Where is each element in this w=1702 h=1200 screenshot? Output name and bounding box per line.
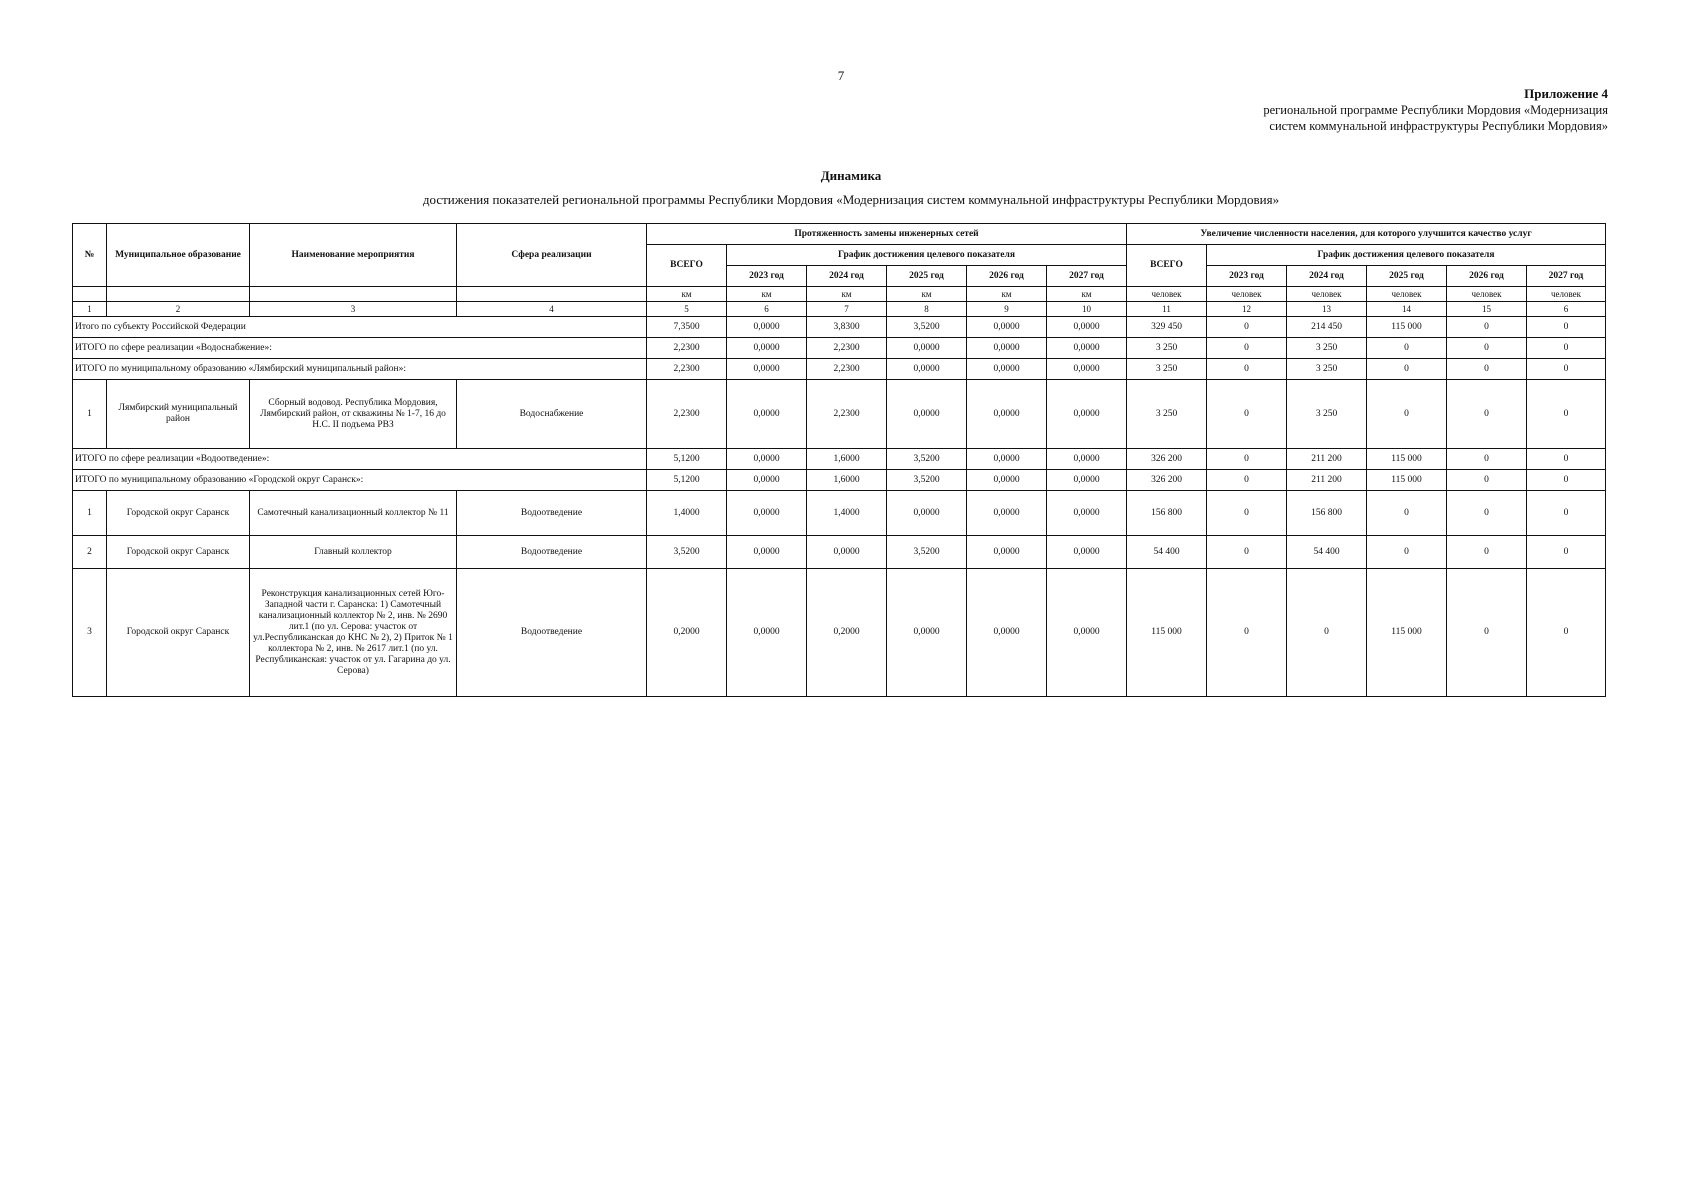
header-group-networks: Протяженность замены инженерных сетей: [647, 224, 1127, 245]
value-cell: 3 250: [1127, 380, 1207, 449]
value-cell: 211 200: [1287, 470, 1367, 491]
value-cell: 0: [1207, 491, 1287, 536]
col-number: 5: [647, 302, 727, 317]
unit-cell: км: [1047, 287, 1127, 302]
unit-cell: км: [807, 287, 887, 302]
row-event: Главный коллектор: [250, 536, 457, 569]
value-cell: 5,1200: [647, 449, 727, 470]
value-cell: 0: [1287, 569, 1367, 697]
value-cell: 0,0000: [727, 536, 807, 569]
value-cell: 3,5200: [887, 470, 967, 491]
value-cell: 0: [1207, 536, 1287, 569]
value-cell: 0,0000: [727, 491, 807, 536]
table-row: [73, 380, 1606, 449]
col-number: 12: [1207, 302, 1287, 317]
value-cell: 0,0000: [967, 338, 1047, 359]
summary-label: ИТОГО по сфере реализации «Водоотведение»:: [73, 449, 647, 470]
value-cell: 0: [1447, 449, 1527, 470]
header-year: 2026 год: [1447, 266, 1527, 287]
summary-label: Итого по субъекту Российской Федерации: [73, 317, 647, 338]
value-cell: 2,2300: [807, 359, 887, 380]
value-cell: 3,5200: [887, 317, 967, 338]
unit-cell: человек: [1127, 287, 1207, 302]
row-num: 3: [73, 569, 107, 697]
value-cell: 5,1200: [647, 470, 727, 491]
header-row-units: [73, 287, 1606, 302]
value-cell: 0: [1207, 338, 1287, 359]
value-cell: 0: [1527, 317, 1606, 338]
value-cell: 156 800: [1287, 491, 1367, 536]
value-cell: 0,0000: [1047, 470, 1127, 491]
header-total-people: ВСЕГО: [1127, 245, 1207, 287]
header-schedule-people: График достижения целевого показателя: [1207, 245, 1606, 266]
row-num: 1: [73, 491, 107, 536]
col-number: 15: [1447, 302, 1527, 317]
value-cell: 0: [1527, 491, 1606, 536]
table-row: [73, 491, 1606, 536]
value-cell: 0: [1527, 536, 1606, 569]
summary-row-subject-total: [73, 317, 1606, 338]
unit-cell: человек: [1527, 287, 1606, 302]
value-cell: 0,0000: [1047, 449, 1127, 470]
value-cell: 0,0000: [1047, 380, 1127, 449]
value-cell: 0: [1447, 380, 1527, 449]
header-total-km: ВСЕГО: [647, 245, 727, 287]
row-municipality: Городской округ Саранск: [107, 536, 250, 569]
value-cell: 115 000: [1127, 569, 1207, 697]
value-cell: 0: [1207, 470, 1287, 491]
summary-row-lyambirsky: [73, 359, 1606, 380]
header-year: 2024 год: [807, 266, 887, 287]
row-municipality: Городской округ Саранск: [107, 569, 250, 697]
value-cell: 0: [1447, 317, 1527, 338]
col-number: 10: [1047, 302, 1127, 317]
value-cell: 0: [1367, 536, 1447, 569]
appendix-title: Приложение 4: [1524, 86, 1608, 101]
value-cell: 2,2300: [647, 338, 727, 359]
value-cell: 0,0000: [727, 449, 807, 470]
header-event: Наименование мероприятия: [250, 224, 457, 287]
col-number: 13: [1287, 302, 1367, 317]
value-cell: 3 250: [1287, 338, 1367, 359]
table-row: [73, 536, 1606, 569]
value-cell: 7,3500: [647, 317, 727, 338]
value-cell: 0: [1527, 569, 1606, 697]
value-cell: 0,0000: [727, 338, 807, 359]
value-cell: 0: [1367, 491, 1447, 536]
col-number: 7: [807, 302, 887, 317]
value-cell: 0,0000: [1047, 359, 1127, 380]
row-event: Реконструкция канализационных сетей Юго-Западной части г. Саранска: 1) Самотечный канализационный коллектор № 2, инв. № 2690 лит.1 (по ул. Серова: участок от ул.Республиканская до КНС № 2), 2) Приток № 1 коллектора № 2, инв. № 2617 лит.1 (по ул. Республиканская: участок от ул. Гагарина до ул. Серова): [250, 569, 457, 697]
value-cell: 0,0000: [887, 338, 967, 359]
value-cell: 0,0000: [1047, 536, 1127, 569]
summary-label: ИТОГО по сфере реализации «Водоснабжение»:: [73, 338, 647, 359]
unit-cell: [457, 287, 647, 302]
value-cell: 0: [1447, 536, 1527, 569]
col-number: 1: [73, 302, 107, 317]
col-number: 14: [1367, 302, 1447, 317]
header-num: №: [73, 224, 107, 287]
value-cell: 0: [1527, 380, 1606, 449]
unit-cell: человек: [1447, 287, 1527, 302]
value-cell: 0,0000: [1047, 569, 1127, 697]
value-cell: 3,5200: [647, 536, 727, 569]
appendix-block: [1048, 86, 1608, 134]
value-cell: 0,0000: [727, 359, 807, 380]
value-cell: 1,4000: [807, 491, 887, 536]
value-cell: 211 200: [1287, 449, 1367, 470]
unit-cell: [107, 287, 250, 302]
value-cell: 0: [1447, 491, 1527, 536]
row-num: 1: [73, 380, 107, 449]
value-cell: 115 000: [1367, 449, 1447, 470]
value-cell: 2,2300: [807, 338, 887, 359]
value-cell: 0,0000: [727, 380, 807, 449]
unit-cell: км: [727, 287, 807, 302]
unit-cell: км: [887, 287, 967, 302]
appendix-line-2: систем коммунальной инфраструктуры Республики Мордовия»: [1269, 119, 1608, 133]
value-cell: 0,0000: [967, 380, 1047, 449]
row-num: 2: [73, 536, 107, 569]
summary-label: ИТОГО по муниципальному образованию «Лямбирский муниципальный район»:: [73, 359, 647, 380]
header-year: 2024 год: [1287, 266, 1367, 287]
value-cell: 3 250: [1127, 359, 1207, 380]
header-row-col-numbers: [73, 302, 1606, 317]
value-cell: 0,0000: [967, 317, 1047, 338]
value-cell: 0,0000: [887, 380, 967, 449]
col-number: 6: [1527, 302, 1606, 317]
value-cell: 0: [1527, 470, 1606, 491]
value-cell: 1,4000: [647, 491, 727, 536]
value-cell: 3 250: [1127, 338, 1207, 359]
value-cell: 0,0000: [1047, 317, 1127, 338]
value-cell: 0: [1207, 449, 1287, 470]
value-cell: 0,0000: [727, 569, 807, 697]
header-year: 2026 год: [967, 266, 1047, 287]
row-sphere: Водоотведение: [457, 536, 647, 569]
value-cell: 0,0000: [967, 470, 1047, 491]
document-subtitle: достижения показателей региональной программы Республики Мордовия «Модернизация систем коммунальной инфраструктуры Республики Мордовия»: [422, 192, 1280, 207]
col-number: 11: [1127, 302, 1207, 317]
value-cell: 0,0000: [1047, 491, 1127, 536]
row-event: Самотечный канализационный коллектор № 11: [250, 491, 457, 536]
value-cell: 214 450: [1287, 317, 1367, 338]
header-row-1: [73, 224, 1606, 245]
unit-cell: [250, 287, 457, 302]
value-cell: 0: [1447, 338, 1527, 359]
value-cell: 0: [1447, 569, 1527, 697]
summary-label: ИТОГО по муниципальному образованию «Городской округ Саранск»:: [73, 470, 647, 491]
value-cell: 0,2000: [807, 569, 887, 697]
value-cell: 1,6000: [807, 470, 887, 491]
value-cell: 54 400: [1127, 536, 1207, 569]
row-sphere: Водоотведение: [457, 569, 647, 697]
summary-row-sewerage: [73, 449, 1606, 470]
value-cell: 0,0000: [807, 536, 887, 569]
value-cell: 3,5200: [887, 536, 967, 569]
value-cell: 54 400: [1287, 536, 1367, 569]
value-cell: 0,0000: [727, 317, 807, 338]
row-municipality: Лямбирский муниципальный район: [107, 380, 250, 449]
header-year: 2027 год: [1047, 266, 1127, 287]
value-cell: 0,0000: [1047, 338, 1127, 359]
value-cell: 0: [1527, 449, 1606, 470]
header-schedule-km: График достижения целевого показателя: [727, 245, 1127, 266]
value-cell: 326 200: [1127, 470, 1207, 491]
value-cell: 326 200: [1127, 449, 1207, 470]
unit-cell: человек: [1207, 287, 1287, 302]
col-number: 9: [967, 302, 1047, 317]
indicators-table: [72, 223, 1606, 697]
header-group-population: Увеличение численности населения, для которого улучшится качество услуг: [1127, 224, 1606, 245]
value-cell: 0: [1207, 359, 1287, 380]
value-cell: 0: [1527, 359, 1606, 380]
col-number: 4: [457, 302, 647, 317]
value-cell: 3,5200: [887, 449, 967, 470]
value-cell: 2,2300: [647, 359, 727, 380]
value-cell: 0: [1447, 470, 1527, 491]
value-cell: 0,0000: [967, 569, 1047, 697]
value-cell: 156 800: [1127, 491, 1207, 536]
value-cell: 3 250: [1287, 359, 1367, 380]
header-year: 2025 год: [887, 266, 967, 287]
col-number: 6: [727, 302, 807, 317]
value-cell: 0,0000: [967, 449, 1047, 470]
value-cell: 0,2000: [647, 569, 727, 697]
value-cell: 0,0000: [967, 491, 1047, 536]
value-cell: 329 450: [1127, 317, 1207, 338]
header-year: 2023 год: [727, 266, 807, 287]
col-number: 2: [107, 302, 250, 317]
value-cell: 3 250: [1287, 380, 1367, 449]
header-year: 2025 год: [1367, 266, 1447, 287]
value-cell: 0: [1367, 359, 1447, 380]
row-sphere: Водоотведение: [457, 491, 647, 536]
summary-row-saransk: [73, 470, 1606, 491]
value-cell: 2,2300: [647, 380, 727, 449]
value-cell: 0: [1447, 359, 1527, 380]
value-cell: 0,0000: [887, 359, 967, 380]
page-number: 7: [837, 68, 845, 83]
header-sphere: Сфера реализации: [457, 224, 647, 287]
summary-row-water-supply: [73, 338, 1606, 359]
value-cell: 3,8300: [807, 317, 887, 338]
header-year: 2027 год: [1527, 266, 1606, 287]
value-cell: 0,0000: [887, 569, 967, 697]
row-event: Сборный водовод. Республика Мордовия, Лямбирский район, от скважины № 1-7, 16 до Н.С. II подъема РВЗ: [250, 380, 457, 449]
value-cell: 0: [1207, 569, 1287, 697]
value-cell: 115 000: [1367, 317, 1447, 338]
value-cell: 1,6000: [807, 449, 887, 470]
unit-cell: км: [647, 287, 727, 302]
row-municipality: Городской округ Саранск: [107, 491, 250, 536]
unit-cell: км: [967, 287, 1047, 302]
value-cell: 0,0000: [967, 359, 1047, 380]
value-cell: 0: [1527, 338, 1606, 359]
unit-cell: человек: [1367, 287, 1447, 302]
value-cell: 0: [1207, 317, 1287, 338]
header-year: 2023 год: [1207, 266, 1287, 287]
value-cell: 0,0000: [727, 470, 807, 491]
value-cell: 0,0000: [967, 536, 1047, 569]
document-title: Динамика: [820, 168, 882, 183]
col-number: 3: [250, 302, 457, 317]
unit-cell: человек: [1287, 287, 1367, 302]
col-number: 8: [887, 302, 967, 317]
value-cell: 2,2300: [807, 380, 887, 449]
value-cell: 0: [1367, 380, 1447, 449]
row-sphere: Водоснабжение: [457, 380, 647, 449]
table-row: [73, 569, 1606, 697]
value-cell: 115 000: [1367, 470, 1447, 491]
unit-cell: [73, 287, 107, 302]
value-cell: 115 000: [1367, 569, 1447, 697]
appendix-line-1: региональной программе Республики Мордовия «Модернизация: [1263, 103, 1608, 117]
value-cell: 0: [1207, 380, 1287, 449]
value-cell: 0,0000: [887, 491, 967, 536]
header-municipality: Муниципальное образование: [107, 224, 250, 287]
value-cell: 0: [1367, 338, 1447, 359]
